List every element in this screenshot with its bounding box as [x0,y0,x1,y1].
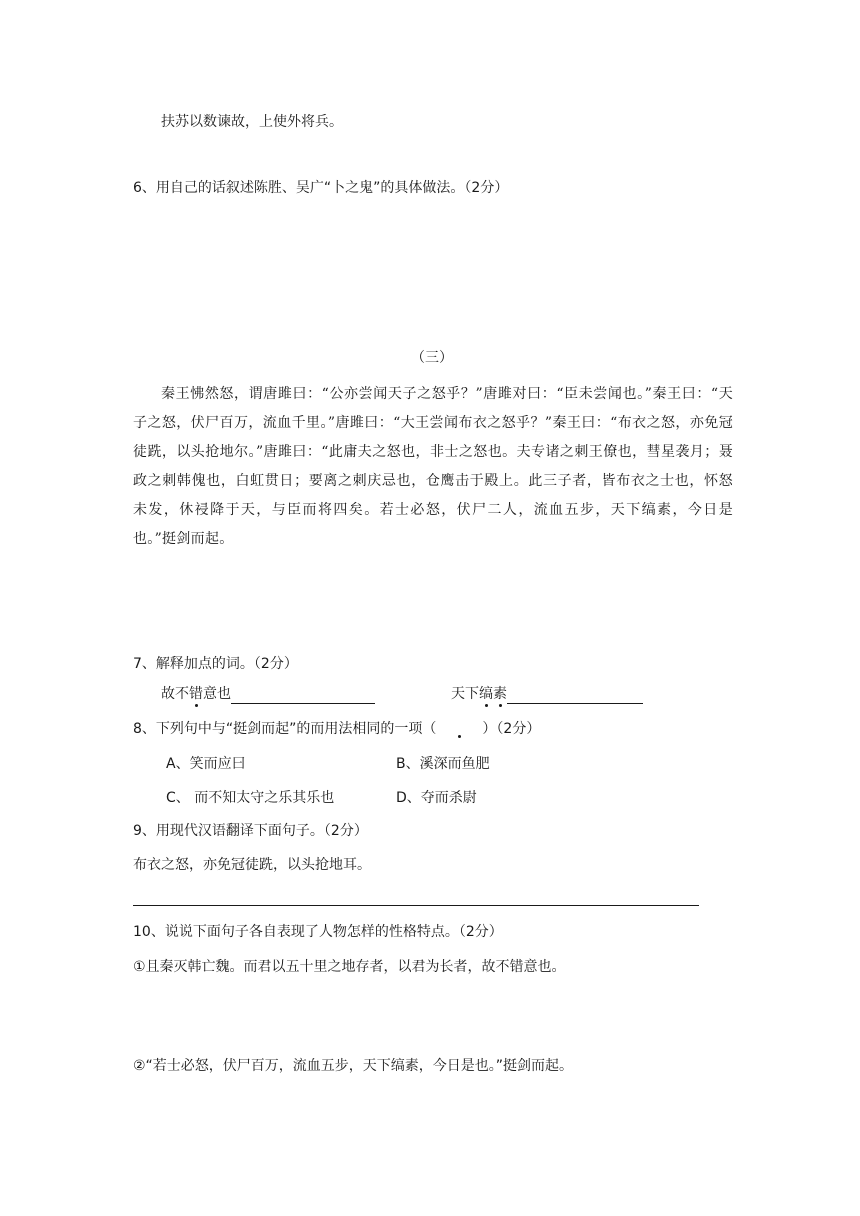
q7-item-1-blank[interactable] [231,687,375,704]
q10-sentence-1: ①且秦灭韩亡魏。而君以五十里之地存者，以君为长者，故不错意也。 [133,959,566,975]
question-8 [133,719,540,739]
q8-option-d: D、夺而杀尉 [396,790,477,806]
q8-option-a: A、笑而应曰 [166,756,246,772]
q7-item-2-blank[interactable] [507,687,643,704]
q7-item-2-pre: 天下 [451,686,479,702]
q7-item-1-dotted-char: 错 [189,686,203,702]
q8-answer-slot[interactable] [436,719,482,739]
question-6: 6、用自己的话叙述陈胜、吴广“卜之鬼”的具体做法。（2分） [133,180,509,196]
q7-item-1-post: 意也 [203,686,231,702]
question-9: 9、用现代汉语翻译下面句子。（2分） [133,823,368,839]
passage: 秦王怫然怒，谓唐雎曰：“公亦尝闻天子之怒乎？”唐雎对曰：“臣未尝闻也。”秦王曰：“天子之怒，伏尸百万，流血千里。”唐雎曰：“大王尝闻布衣之怒乎？”秦王曰：“布衣之怒，亦免冠徒跣，以头抢地尔。”唐雎曰：“此庸夫之怒也，非士之怒也。夫专诸之刺王僚也，彗星袭月；聂政之刺韩傀也，白虹贯日；要离之刺庆忌也，仓鹰击于殿上。此三子者，皆布衣之士也，怀怒未发，休祲降于天，与臣而将四矣。若士必怒，伏尸二人，流血五步，天下缟素，今日是也。”挺剑而起。 [133,386,733,547]
q8-option-c: C、 而不知太守之乐其乐也 [166,790,335,806]
section-title: （三） [411,350,453,366]
q9-answer-line[interactable] [133,905,699,906]
q8-prompt-post: ）（2分） [482,721,541,737]
q7-item-2-dotted-char-1: 缟 [479,686,493,702]
top-line: 扶苏以数谏故，上使外将兵。 [161,114,343,130]
q8-prompt-pre: 8、下列句中与“挺剑而起”的而用法相同的一项（ [133,721,437,737]
question-10: 10、说说下面句子各自表现了人物怎样的性格特点。（2分） [133,924,503,940]
q8-option-b: B、溪深而鱼肥 [396,756,490,772]
q7-item-2 [451,684,643,704]
q7-item-2-dotted-char-2: 素 [493,686,507,702]
q7-item-1-pre: 故不 [161,686,189,702]
question-7: 7、解释加点的词。（2分） [133,656,298,672]
q10-sentence-2: ②“若士必怒，伏尸百万，流血五步，天下缟素，今日是也。”挺剑而起。 [133,1058,574,1074]
q9-sentence: 布衣之怒，亦免冠徒跣，以头抢地耳。 [133,857,371,873]
q7-item-1 [161,684,375,704]
